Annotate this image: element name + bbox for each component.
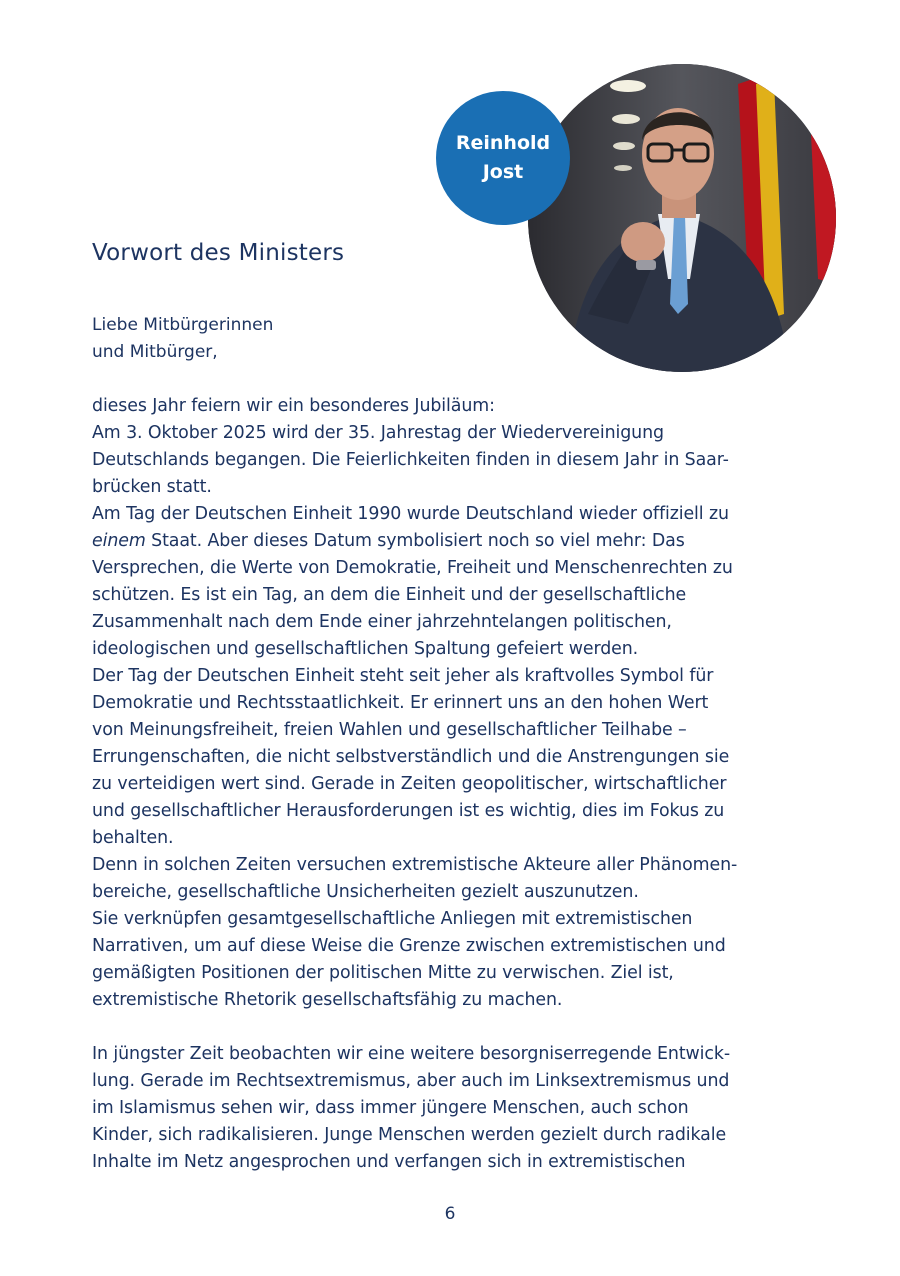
body-line: und gesellschaftlicher Herausforderungen ist es wichtig, dies im Fokus zu xyxy=(92,801,725,821)
salutation-line: Liebe Mitbürgerinnen xyxy=(92,315,274,335)
body-line: lung. Gerade im Rechtsextremismus, aber auch im Linksextremismus und xyxy=(92,1071,730,1091)
body-line: bereiche, gesellschaftliche Unsicherheiten gezielt auszunutzen. xyxy=(92,882,639,902)
body-line: extremistische Rhetorik gesellschaftsfähig zu machen. xyxy=(92,990,563,1010)
minister-portrait xyxy=(528,64,836,372)
body-line: Zusammenhalt nach dem Ende einer jahrzehntelangen politischen, xyxy=(92,612,672,632)
body-line: im Islamismus sehen wir, dass immer jüngere Menschen, auch schon xyxy=(92,1098,689,1118)
body-line: schützen. Es ist ein Tag, an dem die Einheit und der gesellschaftliche xyxy=(92,585,687,605)
body-line: Der Tag der Deutschen Einheit steht seit jeher als kraftvolles Symbol für xyxy=(92,666,714,686)
body-line: Am Tag der Deutschen Einheit 1990 wurde Deutschland wieder offiziell zu xyxy=(92,504,729,524)
body-line: In jüngster Zeit beobachten wir eine weitere besorgniserregende Entwick- xyxy=(92,1044,731,1064)
portrait-illustration xyxy=(528,64,836,372)
body-line: von Meinungsfreiheit, freien Wahlen und gesellschaftlicher Teilhabe – xyxy=(92,720,687,740)
body-line: behalten. xyxy=(92,828,174,848)
emphasized-word: einem xyxy=(92,531,146,551)
body-line: gemäßigten Positionen der politischen Mitte zu verwischen. Ziel ist, xyxy=(92,963,674,983)
body-line: ideologischen und gesellschaftlichen Spaltung gefeiert werden. xyxy=(92,639,639,659)
minister-name-badge xyxy=(436,91,570,225)
body-line: brücken statt. xyxy=(92,477,212,497)
body-line: Inhalte im Netz angesprochen und verfangen sich in extremistischen xyxy=(92,1152,686,1172)
body-line: Errungenschaften, die nicht selbstverständlich und die Anstrengungen sie xyxy=(92,747,730,767)
salutation-line: und Mitbürger, xyxy=(92,342,218,362)
body-line: Deutschlands begangen. Die Feierlichkeiten finden in diesem Jahr in Saar- xyxy=(92,450,729,470)
minister-last-name: Jost xyxy=(482,161,524,183)
body-line: zu verteidigen wert sind. Gerade in Zeiten geopolitischer, wirtschaftlicher xyxy=(92,774,727,794)
body-line: Kinder, sich radikalisieren. Junge Menschen werden gezielt durch radikale xyxy=(92,1125,727,1145)
body-line: Versprechen, die Werte von Demokratie, Freiheit und Menschenrechten zu xyxy=(92,558,733,578)
body-line: Narrativen, um auf diese Weise die Grenze zwischen extremistischen und xyxy=(92,936,726,956)
foreword-body xyxy=(92,393,832,1176)
body-line: Am 3. Oktober 2025 wird der 35. Jahrestag der Wiedervereinigung xyxy=(92,423,664,443)
page-title: Vorwort des Ministers xyxy=(92,240,345,266)
body-line: Demokratie und Rechtsstaatlichkeit. Er erinnert uns an den hohen Wert xyxy=(92,693,709,713)
body-line: dieses Jahr feiern wir ein besonderes Jubiläum: xyxy=(92,396,495,416)
minister-first-name: Reinhold xyxy=(455,132,551,154)
paragraph-gap xyxy=(92,1014,832,1041)
page-number: 6 xyxy=(444,1204,456,1224)
body-line: Denn in solchen Zeiten versuchen extremistische Akteure aller Phänomen- xyxy=(92,855,738,875)
body-line-rest: Staat. Aber dieses Datum symbolisiert noch so viel mehr: Das xyxy=(145,531,685,551)
salutation xyxy=(92,312,273,366)
body-line xyxy=(92,528,832,555)
body-line: Sie verknüpfen gesamtgesellschaftliche Anliegen mit extremistischen xyxy=(92,909,693,929)
